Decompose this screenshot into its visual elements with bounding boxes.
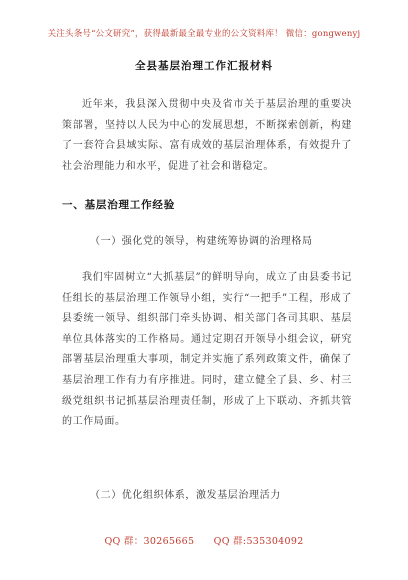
document-title: 全县基层治理工作汇报材料	[135, 60, 273, 72]
footer-qq-group-2: QQ 群:535304092	[213, 536, 304, 547]
footer-qq-group-1: QQ 群：30265665	[104, 536, 195, 547]
footer	[0, 533, 408, 547]
subsection-heading-1: （一）强化党的领导，构建统筹协调的治理格局	[90, 236, 313, 247]
header-promo-note: 关注头条号“公文研究”，获得最新最全最专业的公文资料库！ 微信：gongwenyj	[47, 29, 361, 39]
section-heading-1: 一、基层治理工作经验	[62, 199, 175, 211]
intro-paragraph: 近年来，我县深入贯彻中央及省市关于基层治理的重要决策部署，坚持以人民为中心的发展思想，不断探索创新，构建了一套符合县域实际、富有成效的基层治理体系，有效提升了社会治理能力和水平，促进了社会和谐稳定。	[62, 99, 352, 172]
subsection-heading-2: （二）优化组织体系，激发基层治理活力	[90, 490, 281, 501]
subsection-1-paragraph: 我们牢固树立“大抓基层”的鲜明导向，成立了由县委书记任组长的基层治理工作领导小组，实行“一把手”工程，形成了县委统一领导、组织部门牵头协调、相关部门各司其职、基层单位具体落实的工作格局。通过定期召开领导小组会议，研究部署基层治理重大事项，制定并实施了系列政策文件，确保了基层治理工作有力有序推进。同时，建立健全了县、乡、村三级党组织书记抓基层治理责任制，形成了上下联动、齐抓共管的工作局面。	[62, 272, 352, 428]
